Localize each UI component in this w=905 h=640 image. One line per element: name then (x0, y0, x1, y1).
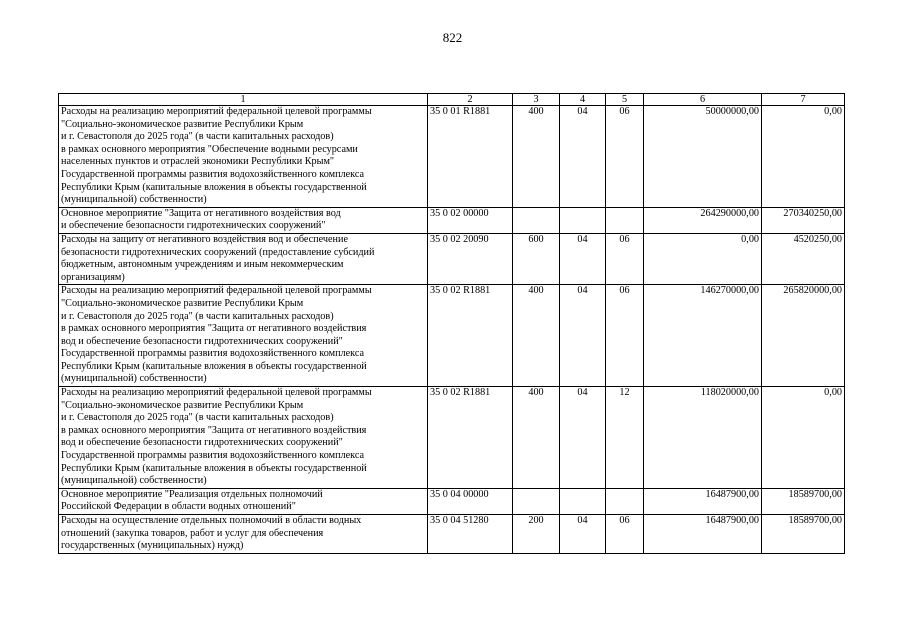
row-name-cell: Расходы на реализацию мероприятий федеральной целевой программы "Социально-экономическое развитие Республики Крым и г. Севастополя до 2025 года" (в части капитальных расходов) в рамках основного мероприятия "Обеспечение водными ресурсами населенных пунктов и отраслей экономики Республики Крым" Государственной программы развития водохозяйственного комплекса Республики Крым (капитальные вложения в объекты государственной (муниципальной) собственности) (59, 106, 428, 208)
column-header: 1 (59, 94, 428, 106)
row-vr-cell: 400 (513, 387, 560, 489)
row-pr-cell: 06 (606, 285, 644, 387)
row-vr-cell: 400 (513, 285, 560, 387)
row-pr-cell: 06 (606, 515, 644, 554)
row-sum1-cell: 0,00 (644, 233, 762, 284)
row-sum2-cell: 270340250,00 (762, 207, 845, 233)
row-rz-cell (560, 488, 606, 514)
row-sum2-cell: 0,00 (762, 106, 845, 208)
row-name-cell: Основное мероприятие "Реализация отдельных полномочий Российской Федерации в области водных отношений" (59, 488, 428, 514)
header-row (59, 94, 845, 106)
row-code-cell: 35 0 01 R1881 (428, 106, 513, 208)
row-vr-cell: 200 (513, 515, 560, 554)
column-header: 6 (644, 94, 762, 106)
row-sum2-cell: 4520250,00 (762, 233, 845, 284)
budget-table (58, 93, 845, 554)
table-row (59, 488, 845, 514)
column-header: 7 (762, 94, 845, 106)
column-header: 5 (606, 94, 644, 106)
table-row (59, 233, 845, 284)
row-rz-cell (560, 207, 606, 233)
row-code-cell: 35 0 04 00000 (428, 488, 513, 514)
column-header: 3 (513, 94, 560, 106)
row-sum2-cell: 18589700,00 (762, 515, 845, 554)
row-sum2-cell: 0,00 (762, 387, 845, 489)
table-row (59, 515, 845, 554)
row-pr-cell (606, 207, 644, 233)
row-sum1-cell: 16487900,00 (644, 488, 762, 514)
row-vr-cell: 600 (513, 233, 560, 284)
column-header: 4 (560, 94, 606, 106)
row-rz-cell: 04 (560, 285, 606, 387)
row-code-cell: 35 0 02 00000 (428, 207, 513, 233)
row-sum1-cell: 16487900,00 (644, 515, 762, 554)
row-sum1-cell: 264290000,00 (644, 207, 762, 233)
table-row (59, 106, 845, 208)
row-rz-cell: 04 (560, 515, 606, 554)
row-rz-cell: 04 (560, 106, 606, 208)
row-sum1-cell: 50000000,00 (644, 106, 762, 208)
row-code-cell: 35 0 02 R1881 (428, 387, 513, 489)
row-pr-cell: 12 (606, 387, 644, 489)
table-row (59, 207, 845, 233)
row-sum2-cell: 265820000,00 (762, 285, 845, 387)
row-pr-cell: 06 (606, 233, 644, 284)
row-code-cell: 35 0 04 51280 (428, 515, 513, 554)
row-vr-cell (513, 488, 560, 514)
row-name-cell: Расходы на реализацию мероприятий федеральной целевой программы "Социально-экономическое развитие Республики Крым и г. Севастополя до 2025 года" (в части капитальных расходов) в рамках основного мероприятия "Защита от негативного воздействия вод и обеспечение безопасности гидротехнических сооружений" Государственной программы развития водохозяйственного комплекса Республики Крым (капитальные вложения в объекты государственной (муниципальной) собственности) (59, 387, 428, 489)
column-header: 2 (428, 94, 513, 106)
row-rz-cell: 04 (560, 387, 606, 489)
row-name-cell: Основное мероприятие "Защита от негативного воздействия вод и обеспечение безопасности гидротехнических сооружений" (59, 207, 428, 233)
row-vr-cell (513, 207, 560, 233)
page-number: 822 (442, 30, 463, 45)
row-name-cell: Расходы на защиту от негативного воздействия вод и обеспечение безопасности гидротехнических сооружений (предоставление субсидий бюджетным, автономным учреждениям и иным некоммерческим организациям) (59, 233, 428, 284)
row-pr-cell (606, 488, 644, 514)
row-name-cell: Расходы на осуществление отдельных полномочий в области водных отношений (закупка товаров, работ и услуг для обеспечения государственных (муниципальных) нужд) (59, 515, 428, 554)
table-row (59, 387, 845, 489)
row-code-cell: 35 0 02 20090 (428, 233, 513, 284)
row-pr-cell: 06 (606, 106, 644, 208)
row-sum1-cell: 146270000,00 (644, 285, 762, 387)
row-rz-cell: 04 (560, 233, 606, 284)
row-code-cell: 35 0 02 R1881 (428, 285, 513, 387)
row-sum2-cell: 18589700,00 (762, 488, 845, 514)
row-sum1-cell: 118020000,00 (644, 387, 762, 489)
row-vr-cell: 400 (513, 106, 560, 208)
table-row (59, 285, 845, 387)
row-name-cell: Расходы на реализацию мероприятий федеральной целевой программы "Социально-экономическое развитие Республики Крым и г. Севастополя до 2025 года" (в части капитальных расходов) в рамках основного мероприятия "Защита от негативного воздействия вод и обеспечение безопасности гидротехнических сооружений" Государственной программы развития водохозяйственного комплекса Республики Крым (капитальные вложения в объекты государственной (муниципальной) собственности) (59, 285, 428, 387)
